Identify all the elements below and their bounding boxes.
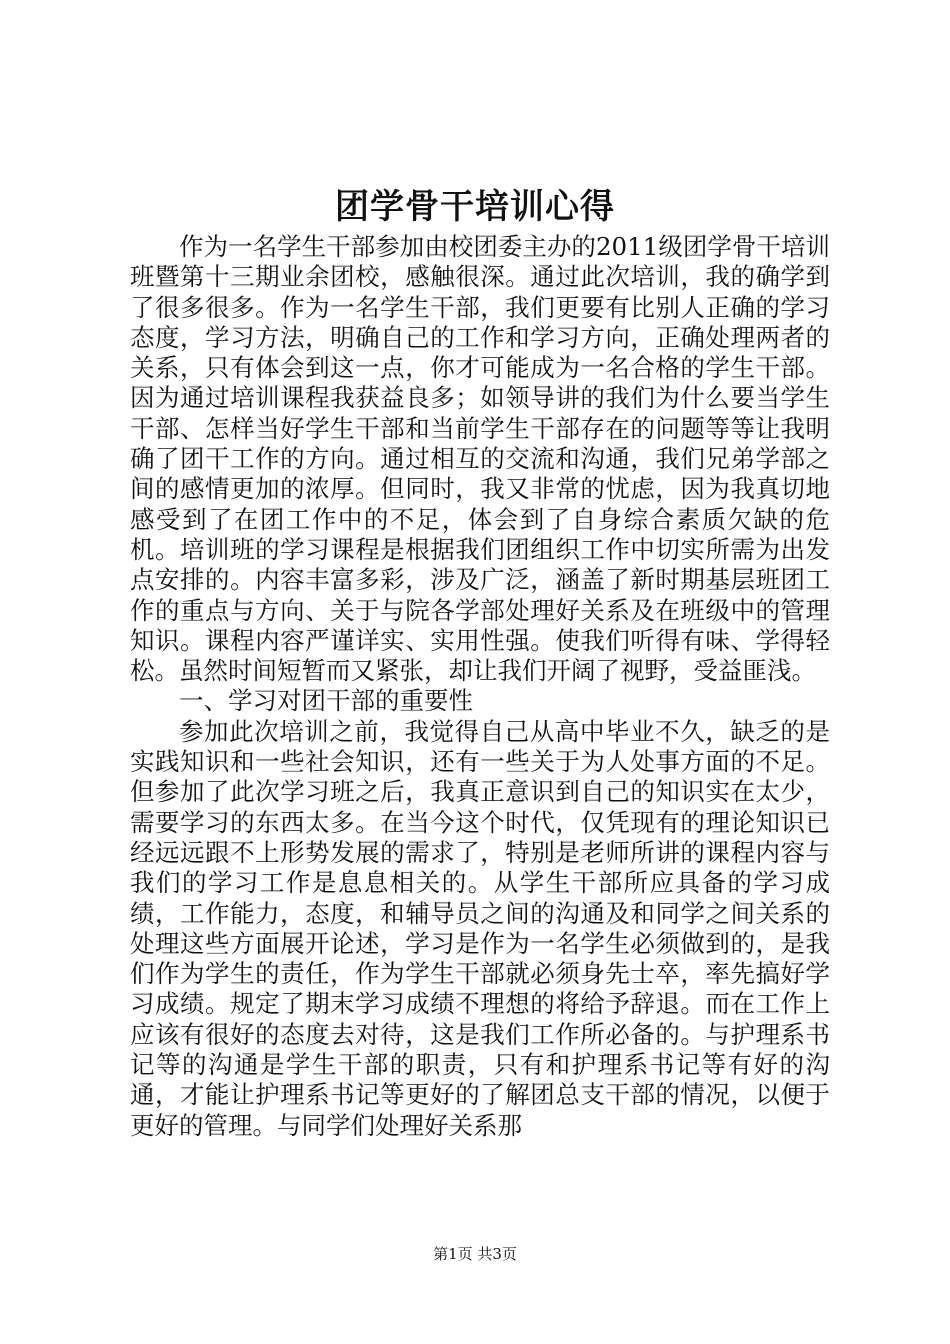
paragraph-intro: 作为一名学生干部参加由校团委主办的2011级团学骨干培训班暨第十三期业余团校，感触很深。通过此次培训，我的确学到了很多很多。作为一名学生干部，我们更要有比别人正确的学习态度，学习方法，明确自己的工作和学习方向，正确处理两者的关系，只有体会到这一点，你才可能成为一名合格的学生干部。因为通过培训课程我获益良多；如领导讲的我们为什么要当学生干部、怎样当好学生干部和当前学生干部存在的问题等等让我明确了团干工作的方向。通过相互的交流和沟通，我们兄弟学部之间的感情更加的浓厚。但同时，我又非常的忧虑，因为我真切地感受到了在团工作中的不足，体会到了自身综合素质欠缺的危机。培训班的学习课程是根据我们团组织工作中切实所需为出发点安排的。内容丰富多彩，涉及广泛，涵盖了新时期基层班团工作的重点与方向、关于与院各学部处理好关系及在班级中的管理知识。课程内容严谨详实、实用性强。使我们听得有味、学得轻松。虽然时间短暂而又紧张，却让我们开阔了视野，受益匪浅。 [130, 232, 830, 686]
document-title: 团学骨干培训心得 [335, 187, 615, 227]
page-footer: 第1页 共3页 [433, 1245, 517, 1263]
section-heading: 一、学习对团干部的重要性 [179, 686, 473, 716]
paragraph-section-one: 参加此次培训之前，我觉得自己从高中毕业不久，缺乏的是实践知识和一些社会知识，还有一些关于为人处事方面的不足。但参加了此次学习班之后，我真正意识到自己的知识实在太少，需要学习的东西太多。在当今这个时代，仅凭现有的理论知识已经远远跟不上形势发展的需求了，特别是老师所讲的课程内容与我们的学习工作是息息相关的。从学生干部所应具备的学习成绩，工作能力，态度，和辅导员之间的沟通及和同学之间关系的处理这些方面展开论述，学习是作为一名学生必须做到的，是我们作为学生的责任，作为学生干部就必须身先士卒，率先搞好学习成绩。规定了期末学习成绩不理想的将给予辞退。而在工作上应该有很好的态度去对待，这是我们工作所必备的。与护理系书记等的沟通是学生干部的职责，只有和护理系书记等有好的沟通，才能让护理系书记等更好的了解团总支干部的情况，以便于更好的管理。与同学们处理好关系那 [130, 716, 830, 1140]
document-body [130, 232, 830, 1141]
